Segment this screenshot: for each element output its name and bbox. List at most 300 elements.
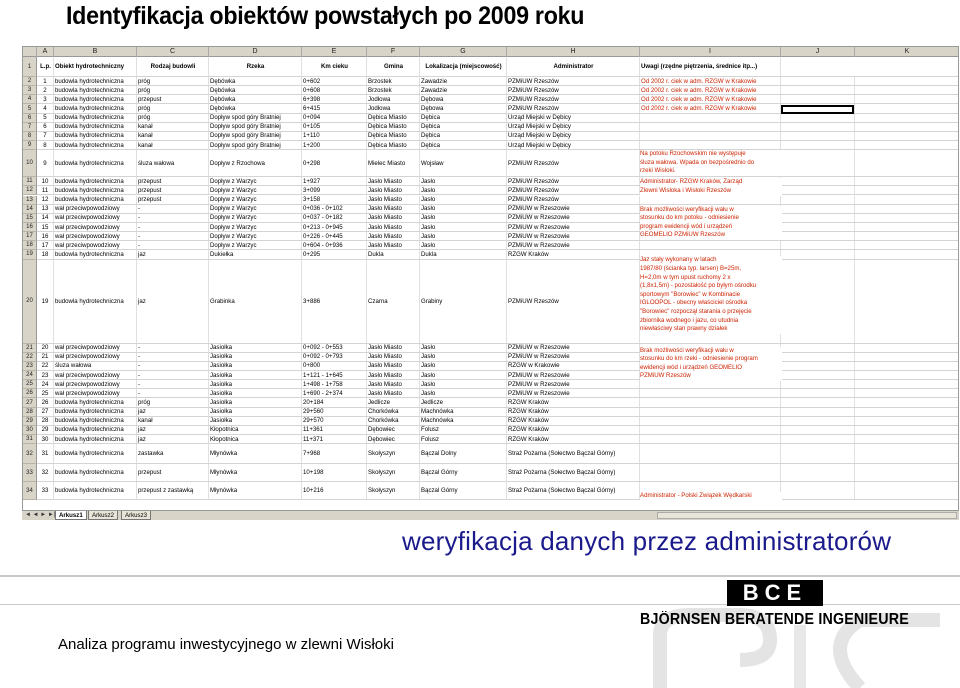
cell-lp[interactable]: 17 [37, 241, 54, 249]
cell-ad[interactable]: PZMiUW w Rzeszowie [507, 371, 640, 379]
cell-ad[interactable]: RZGW Kraków [507, 398, 640, 406]
cell-rb[interactable]: - [137, 353, 209, 361]
cell-rz[interactable]: Dębówka [209, 104, 302, 112]
cell-empty[interactable] [781, 444, 855, 463]
cell-gm[interactable]: Skołyszyn [367, 464, 420, 481]
cell-rb[interactable]: jaz [137, 408, 209, 416]
cell-gm[interactable]: Jasło Miasto [367, 371, 420, 379]
cell-uw[interactable] [640, 389, 781, 397]
cell-rz[interactable]: Kłopotnica [209, 426, 302, 434]
cell-ad[interactable]: Urząd Miejski w Dębicy [507, 141, 640, 149]
cell-empty[interactable] [855, 389, 959, 397]
cell-ad[interactable]: PZMiUW w Rzeszowie [507, 353, 640, 361]
selected-cell[interactable] [781, 105, 854, 114]
cell-lo[interactable]: Jasło [420, 344, 507, 352]
cell-empty[interactable] [781, 186, 855, 194]
cell-rz[interactable]: Jasiołka [209, 398, 302, 406]
cell-gm[interactable]: Jedlicze [367, 398, 420, 406]
cell-ad[interactable]: PZMiUW w Rzeszowie [507, 389, 640, 397]
cell-km[interactable]: 11+361 [302, 426, 367, 434]
cell-rz[interactable]: Dębówka [209, 86, 302, 94]
cell-lp[interactable]: 31 [37, 444, 54, 463]
cell-ad[interactable]: Urząd Miejski w Dębicy [507, 132, 640, 140]
cell-gm[interactable]: Chorkówka [367, 417, 420, 425]
cell-km[interactable]: 0+604 - 0+936 [302, 241, 367, 249]
cell-gm[interactable]: Jasło Miasto [367, 177, 420, 185]
cell-lp[interactable]: 11 [37, 186, 54, 194]
cell-ob[interactable]: budowla hydrotechniczna [54, 408, 137, 416]
cell-empty[interactable] [855, 104, 959, 112]
cell-ob[interactable]: budowla hydrotechniczna [54, 250, 137, 258]
row-number[interactable]: 7 [23, 123, 37, 132]
cell-km[interactable]: 1+498 - 1+758 [302, 380, 367, 388]
cell-km[interactable]: 0+602 [302, 77, 367, 85]
row-number[interactable]: 12 [23, 186, 37, 195]
cell-uw[interactable]: Od 2002 r. ciek w adm. RZGW w Krakowie [640, 104, 781, 112]
cell-empty[interactable] [855, 86, 959, 94]
cell-km[interactable]: 0+037 - 0+182 [302, 214, 367, 222]
cell-rb[interactable]: kanał [137, 132, 209, 140]
cell-empty[interactable] [781, 177, 855, 185]
cell-uw[interactable] [640, 241, 781, 249]
cell-empty[interactable] [855, 380, 959, 388]
cell-empty[interactable] [855, 344, 959, 352]
cell-rz[interactable]: Jasiołka [209, 408, 302, 416]
cell-gm[interactable]: Skołyszyn [367, 482, 420, 499]
cell-rb[interactable]: jaz [137, 250, 209, 258]
cell-rz[interactable]: Dopływ z Warzyc [209, 196, 302, 204]
row-number[interactable]: 18 [23, 241, 37, 250]
row-number[interactable]: 17 [23, 232, 37, 241]
cell-gm[interactable]: Dębica Miasto [367, 132, 420, 140]
cell-km[interactable]: 0+036 - 0+102 [302, 205, 367, 213]
column-header-d[interactable]: D [209, 47, 302, 57]
cell-lp[interactable]: 18 [37, 250, 54, 258]
cell-km[interactable]: 0+092 - 0+793 [302, 353, 367, 361]
row-number[interactable]: 1 [23, 57, 37, 77]
cell-rb[interactable]: - [137, 205, 209, 213]
cell-ad[interactable]: PZMiUW Rzeszów [507, 150, 640, 176]
cell-lo[interactable]: Jasło [420, 241, 507, 249]
tab-arkusz3[interactable]: Arkusz3 [121, 511, 151, 520]
cell-rb[interactable]: próg [137, 398, 209, 406]
cell-empty[interactable] [781, 123, 855, 131]
column-header-g[interactable]: G [420, 47, 507, 57]
cell-gm[interactable]: Jasło Miasto [367, 344, 420, 352]
row-number[interactable]: 27 [23, 398, 37, 407]
cell-ob[interactable]: budowla hydrotechniczna [54, 150, 137, 176]
cell-empty[interactable] [855, 132, 959, 140]
cell-rb[interactable]: przepust [137, 177, 209, 185]
cell-rb[interactable]: - [137, 223, 209, 231]
cell-lp[interactable]: 13 [37, 205, 54, 213]
cell-gm[interactable]: Jodłowa [367, 95, 420, 103]
cell-km[interactable]: 0+295 [302, 250, 367, 258]
cell-gm[interactable]: Mielec Miasto [367, 150, 420, 176]
cell-empty[interactable] [855, 426, 959, 434]
cell-empty[interactable] [781, 214, 855, 222]
cell-empty[interactable] [781, 380, 855, 388]
cell-ob[interactable]: budowla hydrotechniczna [54, 426, 137, 434]
cell-uw[interactable] [640, 114, 781, 122]
cell-empty[interactable] [855, 95, 959, 103]
cell-gm[interactable]: Dębowiec [367, 426, 420, 434]
row-number[interactable]: 5 [23, 104, 37, 113]
cell-ob[interactable]: budowla hydrotechniczna [54, 464, 137, 481]
cell-ad[interactable]: PZMiUW Rzeszów [507, 260, 640, 343]
cell-gm[interactable]: Jodłowa [367, 104, 420, 112]
cell-ob[interactable]: budowla hydrotechniczna [54, 86, 137, 94]
cell-km[interactable]: 0+105 [302, 123, 367, 131]
cell-rz[interactable]: Grabinka [209, 260, 302, 343]
row-number[interactable]: 16 [23, 223, 37, 232]
cell-uw[interactable]: Od 2002 r. ciek w adm. RZGW w Krakowie [640, 95, 781, 103]
cell-empty[interactable] [855, 141, 959, 149]
cell-ob[interactable]: budowla hydrotechniczna [54, 104, 137, 112]
cell-empty[interactable] [855, 223, 959, 231]
cell-rz[interactable]: Jasiołka [209, 371, 302, 379]
cell-rz[interactable]: Dopływ z Rzochowa [209, 150, 302, 176]
cell-gm[interactable]: Brzostek [367, 77, 420, 85]
cell-km[interactable]: 3+099 [302, 186, 367, 194]
cell-ad[interactable]: PZMiUW Rzeszów [507, 104, 640, 112]
cell-lo[interactable]: Jedlicze [420, 398, 507, 406]
cell-empty[interactable] [855, 417, 959, 425]
cell-lo[interactable]: Zawadzie [420, 86, 507, 94]
cell-lo[interactable]: Bączal Górny [420, 482, 507, 499]
cell-rb[interactable]: kanał [137, 123, 209, 131]
cell-empty[interactable] [781, 482, 855, 499]
cell-lo[interactable]: Jasło [420, 371, 507, 379]
cell-lp[interactable]: 2 [37, 86, 54, 94]
cell-rz[interactable]: Dębówka [209, 95, 302, 103]
cell-gm[interactable]: Jasło Miasto [367, 196, 420, 204]
cell-lo[interactable]: Jasło [420, 353, 507, 361]
cell-lo[interactable]: Jasło [420, 186, 507, 194]
cell-empty[interactable] [781, 417, 855, 425]
cell-lp[interactable]: 10 [37, 177, 54, 185]
row-number[interactable]: 8 [23, 132, 37, 141]
row-number[interactable]: 11 [23, 177, 37, 186]
cell-lo[interactable]: Folusz [420, 426, 507, 434]
cell-km[interactable]: 11+371 [302, 435, 367, 443]
cell-ob[interactable]: budowla hydrotechniczna [54, 177, 137, 185]
cell-empty[interactable] [781, 344, 855, 352]
cell-ad[interactable]: PZMiUW w Rzeszowie [507, 205, 640, 213]
cell-rb[interactable]: przepust z zastawką [137, 482, 209, 499]
cell-ob[interactable]: budowla hydrotechniczna [54, 141, 137, 149]
row-number[interactable]: 10 [23, 150, 37, 177]
cell-gm[interactable]: Jasło Miasto [367, 241, 420, 249]
row-number[interactable]: 13 [23, 196, 37, 205]
cell-uw[interactable] [640, 141, 781, 149]
cell-ob[interactable]: budowla hydrotechniczna [54, 482, 137, 499]
cell-lp[interactable]: 20 [37, 344, 54, 352]
cell-gm[interactable]: Dębica Miasto [367, 141, 420, 149]
cell-uw[interactable] [640, 132, 781, 140]
cell-lo[interactable]: Wojsław [420, 150, 507, 176]
cell-empty[interactable] [855, 362, 959, 370]
cell-rb[interactable]: przepust [137, 95, 209, 103]
row-number[interactable]: 21 [23, 344, 37, 353]
cell-lo[interactable]: Jasło [420, 389, 507, 397]
cell-ob[interactable]: budowla hydrotechniczna [54, 260, 137, 343]
cell-rb[interactable]: kanał [137, 417, 209, 425]
cell-ad[interactable]: RZGW Kraków [507, 250, 640, 258]
cell-lo[interactable]: Grabiny [420, 260, 507, 343]
cell-lo[interactable]: Jasło [420, 196, 507, 204]
cell-uw[interactable] [640, 123, 781, 131]
cell-empty[interactable] [781, 114, 855, 122]
cell-uw[interactable]: Od 2002 r. ciek w adm. RZGW w Krakowie [640, 86, 781, 94]
cell-rz[interactable]: Dopływ z Warzyc [209, 232, 302, 240]
cell-uw[interactable] [640, 417, 781, 425]
cell-lo[interactable]: Zawadzie [420, 77, 507, 85]
cell-ob[interactable]: wał przeciwpowodziowy [54, 380, 137, 388]
cell-km[interactable]: 3+886 [302, 260, 367, 343]
cell-ad[interactable]: RZGW Kraków [507, 408, 640, 416]
cell-lo[interactable]: Dębica [420, 132, 507, 140]
cell-rb[interactable]: zastawka [137, 444, 209, 463]
cell-gm[interactable]: Jasło Miasto [367, 380, 420, 388]
cell-rb[interactable]: jaz [137, 260, 209, 343]
cell-km[interactable]: 1+110 [302, 132, 367, 140]
cell-rz[interactable]: Jasiołka [209, 353, 302, 361]
cell-rb[interactable]: - [137, 389, 209, 397]
cell-lo[interactable]: Machnówka [420, 408, 507, 416]
cell-rb[interactable]: próg [137, 114, 209, 122]
cell-empty[interactable] [781, 150, 855, 176]
cell-empty[interactable] [855, 232, 959, 240]
row-number[interactable]: 6 [23, 114, 37, 123]
cell-empty[interactable] [781, 260, 855, 343]
cell-rz[interactable]: Kłopotnica [209, 435, 302, 443]
cell-empty[interactable] [855, 114, 959, 122]
cell-gm[interactable]: Dukla [367, 250, 420, 258]
cell-km[interactable]: 1+690 - 2+374 [302, 389, 367, 397]
cell-lp[interactable]: 9 [37, 150, 54, 176]
cell-lp[interactable]: 25 [37, 389, 54, 397]
cell-km[interactable]: 6+398 [302, 95, 367, 103]
cell-rb[interactable]: - [137, 344, 209, 352]
cell-empty[interactable] [781, 77, 855, 85]
row-number[interactable]: 19 [23, 250, 37, 259]
cell-ad[interactable]: Urząd Miejski w Dębicy [507, 114, 640, 122]
cell-uw[interactable] [640, 464, 781, 481]
column-header-e[interactable]: E [302, 47, 367, 57]
cell-km[interactable]: 10+198 [302, 464, 367, 481]
cell-ad[interactable]: PZMiUW Rzeszów [507, 77, 640, 85]
cell-ad[interactable]: PZMiUW w Rzeszowie [507, 344, 640, 352]
cell-rz[interactable]: Dopływ spod góry Bratniej [209, 141, 302, 149]
cell-empty[interactable] [781, 408, 855, 416]
cell-rz[interactable]: Dopływ spod góry Bratniej [209, 114, 302, 122]
cell-km[interactable]: 0+298 [302, 150, 367, 176]
cell-lo[interactable]: Jasło [420, 223, 507, 231]
cell-empty[interactable] [781, 398, 855, 406]
cell-empty[interactable] [855, 205, 959, 213]
row-number[interactable]: 3 [23, 86, 37, 95]
cell-empty[interactable] [781, 371, 855, 379]
cell-lp[interactable]: 7 [37, 132, 54, 140]
column-header-b[interactable]: B [54, 47, 137, 57]
column-header-f[interactable]: F [367, 47, 420, 57]
tab-navigation-arrows[interactable]: ◄ ◄ ► ►| [25, 512, 56, 518]
cell-ad[interactable]: Straż Pożarna (Sołectwo Bączal Górny) [507, 482, 640, 499]
cell-rb[interactable]: śluza wałowa [137, 150, 209, 176]
cell-rb[interactable]: - [137, 241, 209, 249]
cell-gm[interactable]: Jasło Miasto [367, 186, 420, 194]
cell-lo[interactable]: Jasło [420, 177, 507, 185]
cell-lp[interactable]: 21 [37, 353, 54, 361]
cell-lo[interactable]: Dębica [420, 114, 507, 122]
cell-empty[interactable] [855, 444, 959, 463]
cell-uw[interactable] [640, 408, 781, 416]
cell-ob[interactable]: wał przeciwpowodziowy [54, 223, 137, 231]
cell-lp[interactable]: 19 [37, 260, 54, 343]
cell-gm[interactable]: Jasło Miasto [367, 205, 420, 213]
cell-lo[interactable]: Bączal Górny [420, 464, 507, 481]
row-number[interactable]: 14 [23, 205, 37, 214]
cell-empty[interactable] [781, 464, 855, 481]
cell-rz[interactable]: Młynówka [209, 444, 302, 463]
cell-uw[interactable] [640, 435, 781, 443]
cell-gm[interactable]: Brzostek [367, 86, 420, 94]
cell-lp[interactable]: 1 [37, 77, 54, 85]
cell-uw[interactable] [640, 444, 781, 463]
cell-uw[interactable] [640, 426, 781, 434]
cell-ad[interactable]: RZGW Kraków [507, 417, 640, 425]
cell-rz[interactable]: Dopływ spod góry Bratniej [209, 132, 302, 140]
cell-gm[interactable]: Jasło Miasto [367, 362, 420, 370]
cell-lp[interactable]: 22 [37, 362, 54, 370]
cell-km[interactable]: 1+927 [302, 177, 367, 185]
cell-rz[interactable]: Dopływ z Warzyc [209, 186, 302, 194]
cell-empty[interactable] [781, 86, 855, 94]
cell-rb[interactable]: - [137, 380, 209, 388]
cell-lp[interactable]: 33 [37, 482, 54, 499]
cell-lo[interactable]: Jasło [420, 232, 507, 240]
cell-empty[interactable] [781, 389, 855, 397]
cell-ad[interactable]: PZMiUW w Rzeszowie [507, 223, 640, 231]
cell-empty[interactable] [855, 482, 959, 499]
row-number[interactable]: 15 [23, 214, 37, 223]
cell-ob[interactable]: śluza wałowa [54, 362, 137, 370]
cell-ad[interactable]: PZMiUW Rzeszów [507, 86, 640, 94]
cell-rb[interactable]: - [137, 214, 209, 222]
cell-gm[interactable]: Skołyszyn [367, 444, 420, 463]
row-number[interactable]: 32 [23, 444, 37, 464]
cell-empty[interactable] [855, 186, 959, 194]
cell-empty[interactable] [855, 408, 959, 416]
cell-lp[interactable]: 23 [37, 371, 54, 379]
cell-lo[interactable]: Jasło [420, 362, 507, 370]
cell-ob[interactable]: wał przeciwpowodziowy [54, 205, 137, 213]
horizontal-scrollbar[interactable] [657, 512, 957, 519]
row-number[interactable]: 25 [23, 380, 37, 389]
cell-rz[interactable]: Dukiełka [209, 250, 302, 258]
cell-lp[interactable]: 26 [37, 398, 54, 406]
cell-ad[interactable]: RZGW Kraków [507, 435, 640, 443]
cell-ad[interactable]: RZGW Kraków [507, 426, 640, 434]
cell-empty[interactable] [855, 196, 959, 204]
cell-empty[interactable] [781, 95, 855, 103]
row-number[interactable]: 23 [23, 362, 37, 371]
cell-empty[interactable] [855, 398, 959, 406]
cell-km[interactable]: 3+158 [302, 196, 367, 204]
cell-empty[interactable] [781, 241, 855, 249]
cell-ad[interactable]: PZMiUW w Rzeszowie [507, 380, 640, 388]
cell-ad[interactable]: PZMiUW Rzeszów [507, 196, 640, 204]
cell-rz[interactable]: Jasiołka [209, 417, 302, 425]
cell-ob[interactable]: budowla hydrotechniczna [54, 417, 137, 425]
cell-empty[interactable] [855, 250, 959, 258]
cell-lp[interactable]: 30 [37, 435, 54, 443]
cell-lp[interactable]: 27 [37, 408, 54, 416]
cell-gm[interactable]: Dębowiec [367, 435, 420, 443]
cell-empty[interactable] [781, 353, 855, 361]
column-header-i[interactable]: I [640, 47, 781, 57]
cell-empty[interactable] [781, 132, 855, 140]
row-number[interactable]: 2 [23, 77, 37, 86]
cell-uw[interactable] [640, 380, 781, 388]
cell-ob[interactable]: wał przeciwpowodziowy [54, 344, 137, 352]
cell-rz[interactable]: Jasiołka [209, 344, 302, 352]
cell-rz[interactable]: Młynówka [209, 464, 302, 481]
cell-lo[interactable]: Machnówka [420, 417, 507, 425]
cell-rb[interactable]: - [137, 362, 209, 370]
cell-lo[interactable]: Dębica [420, 141, 507, 149]
cell-ad[interactable]: PZMiUW Rzeszów [507, 95, 640, 103]
cell-empty[interactable] [781, 362, 855, 370]
row-number[interactable]: 33 [23, 464, 37, 482]
cell-ob[interactable]: budowla hydrotechniczna [54, 95, 137, 103]
column-header-k[interactable]: K [855, 47, 959, 57]
cell-km[interactable]: 1+200 [302, 141, 367, 149]
cell-lp[interactable]: 3 [37, 95, 54, 103]
cell-ad[interactable]: RZGW w Krakowie [507, 362, 640, 370]
cell-ob[interactable]: budowla hydrotechniczna [54, 132, 137, 140]
cell-lp[interactable]: 29 [37, 426, 54, 434]
row-number[interactable]: 34 [23, 482, 37, 500]
cell-ob[interactable]: wał przeciwpowodziowy [54, 241, 137, 249]
cell-ob[interactable]: budowla hydrotechniczna [54, 123, 137, 131]
cell-km[interactable]: 7+968 [302, 444, 367, 463]
cell-gm[interactable]: Dębica Miasto [367, 123, 420, 131]
cell-ad[interactable]: PZMiUW w Rzeszowie [507, 232, 640, 240]
cell-ad[interactable]: PZMiUW Rzeszów [507, 186, 640, 194]
cell-empty[interactable] [781, 250, 855, 258]
cell-gm[interactable]: Czarna [367, 260, 420, 343]
cell-uw[interactable] [640, 398, 781, 406]
row-number[interactable]: 31 [23, 435, 37, 444]
cell-ob[interactable]: wał przeciwpowodziowy [54, 214, 137, 222]
cell-rb[interactable]: - [137, 232, 209, 240]
cell-gm[interactable]: Dębica Miasto [367, 114, 420, 122]
cell-gm[interactable]: Jasło Miasto [367, 353, 420, 361]
cell-lp[interactable]: 12 [37, 196, 54, 204]
cell-gm[interactable]: Jasło Miasto [367, 389, 420, 397]
cell-km[interactable]: 0+092 - 0+553 [302, 344, 367, 352]
row-number[interactable]: 29 [23, 417, 37, 426]
cell-empty[interactable] [781, 426, 855, 434]
cell-empty[interactable] [781, 196, 855, 204]
cell-ob[interactable]: budowla hydrotechniczna [54, 435, 137, 443]
cell-rz[interactable]: Dopływ z Warzyc [209, 241, 302, 249]
tab-arkusz1[interactable]: Arkusz1 [55, 511, 87, 520]
cell-lp[interactable]: 16 [37, 232, 54, 240]
cell-ob[interactable]: budowla hydrotechniczna [54, 186, 137, 194]
